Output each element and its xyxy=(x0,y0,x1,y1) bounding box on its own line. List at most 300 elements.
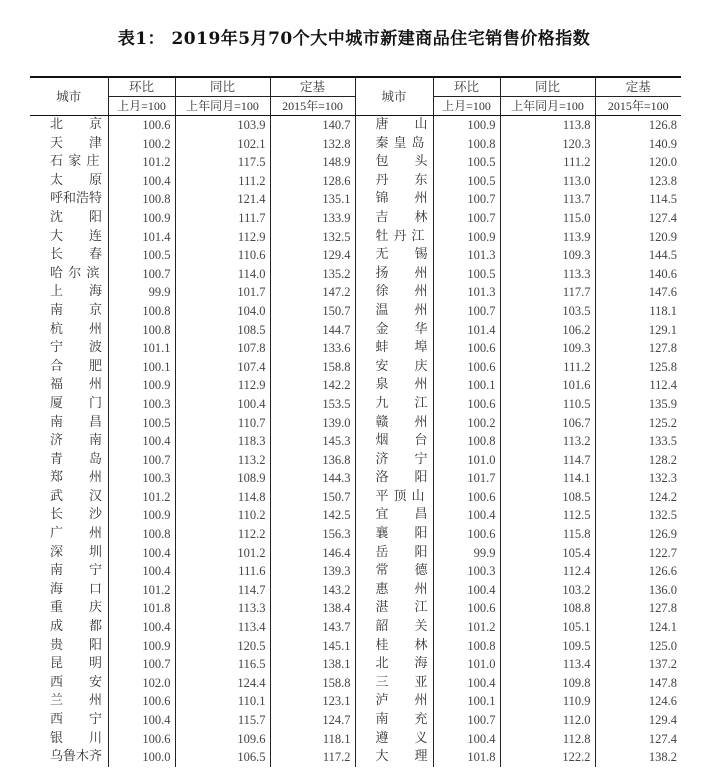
mom-cell: 100.4 xyxy=(108,562,175,581)
fixed-cell: 133.5 xyxy=(595,432,681,451)
table-row xyxy=(30,414,681,433)
city-name-cell: 南 昌 xyxy=(50,414,103,430)
yoy-cell: 112.2 xyxy=(175,525,270,544)
city-name-cell: 丹 东 xyxy=(355,172,433,191)
yoy-cell: 107.4 xyxy=(175,358,270,377)
mom-cell: 100.6 xyxy=(433,599,500,618)
fixed-cell: 148.9 xyxy=(270,153,355,172)
header-city-left: 城市 xyxy=(30,77,108,116)
yoy-cell: 113.4 xyxy=(500,655,595,674)
city-name-cell: 湛 江 xyxy=(355,599,433,618)
city-name-cell: 金 华 xyxy=(355,321,433,340)
yoy-cell: 110.5 xyxy=(500,395,595,414)
mom-cell: 100.5 xyxy=(433,265,500,284)
fixed-cell: 139.0 xyxy=(270,414,355,433)
table-title: 表1： 2019年5月70个大中城市新建商品住宅销售价格指数 xyxy=(117,29,591,49)
table-row xyxy=(30,358,681,377)
mom-cell: 100.4 xyxy=(108,544,175,563)
table-row xyxy=(30,488,681,507)
city-name-cell: 济 宁 xyxy=(355,451,433,470)
fixed-cell: 142.5 xyxy=(270,506,355,525)
fixed-cell: 137.2 xyxy=(595,655,681,674)
mom-cell: 101.0 xyxy=(433,655,500,674)
city-name-cell: 天 津 xyxy=(50,135,103,151)
mom-cell: 100.0 xyxy=(108,748,175,767)
fixed-cell: 144.3 xyxy=(270,469,355,488)
yoy-cell: 115.0 xyxy=(500,209,595,228)
header-mom-left: 环比 xyxy=(108,77,175,97)
fixed-cell: 128.2 xyxy=(595,451,681,470)
yoy-cell: 103.2 xyxy=(500,581,595,600)
mom-cell: 101.3 xyxy=(433,246,500,265)
fixed-cell: 145.1 xyxy=(270,637,355,656)
fixed-cell: 132.3 xyxy=(595,469,681,488)
city-name-cell: 秦 皇 岛 xyxy=(355,135,433,154)
table-row xyxy=(30,395,681,414)
city-name-cell: 徐 州 xyxy=(355,283,433,302)
city-name-cell: 上 海 xyxy=(50,284,103,300)
city-name-cell: 惠 州 xyxy=(355,581,433,600)
yoy-cell: 111.7 xyxy=(175,209,270,228)
mom-cell: 100.9 xyxy=(108,209,175,228)
table-row xyxy=(30,153,681,172)
yoy-cell: 112.5 xyxy=(500,506,595,525)
city-name-cell: 泉 州 xyxy=(355,376,433,395)
header-fixed-base-left: 2015年=100 xyxy=(270,97,355,116)
fixed-cell: 127.8 xyxy=(595,599,681,618)
table-row xyxy=(30,711,681,730)
yoy-cell: 110.7 xyxy=(175,414,270,433)
city-name-cell: 南 充 xyxy=(355,711,433,730)
fixed-cell: 142.2 xyxy=(270,376,355,395)
city-name-cell: 石 家 庄 xyxy=(50,154,100,170)
fixed-cell: 153.5 xyxy=(270,395,355,414)
city-name-cell: 大 连 xyxy=(50,228,103,244)
city-name-cell: 唐 山 xyxy=(355,116,433,135)
yoy-cell: 105.4 xyxy=(500,544,595,563)
yoy-cell: 120.5 xyxy=(175,637,270,656)
table-row xyxy=(30,692,681,711)
fixed-cell: 150.7 xyxy=(270,302,355,321)
table-row xyxy=(30,469,681,488)
fixed-cell: 127.4 xyxy=(595,730,681,749)
fixed-cell: 123.1 xyxy=(270,692,355,711)
mom-cell: 100.4 xyxy=(433,506,500,525)
yoy-cell: 109.3 xyxy=(500,246,595,265)
yoy-cell: 124.4 xyxy=(175,674,270,693)
yoy-cell: 106.5 xyxy=(175,748,270,767)
city-name-cell: 平 顶 山 xyxy=(355,488,433,507)
yoy-cell: 115.8 xyxy=(500,525,595,544)
table-row xyxy=(30,674,681,693)
mom-cell: 100.3 xyxy=(108,395,175,414)
fixed-cell: 138.2 xyxy=(595,748,681,767)
city-name-cell: 呼和浩特 xyxy=(50,191,103,207)
table-row xyxy=(30,618,681,637)
city-name-cell: 杭 州 xyxy=(50,321,103,337)
yoy-cell: 113.8 xyxy=(500,116,595,135)
table-row xyxy=(30,116,681,135)
city-name-cell: 北 海 xyxy=(355,655,433,674)
city-name-cell: 扬 州 xyxy=(355,265,433,284)
city-name-cell: 宁 波 xyxy=(50,340,103,356)
city-name-cell: 海 口 xyxy=(50,581,103,597)
header-fixed-base-right: 2015年=100 xyxy=(595,97,681,116)
table-row xyxy=(30,432,681,451)
mom-cell: 100.4 xyxy=(108,618,175,637)
fixed-cell: 158.8 xyxy=(270,674,355,693)
mom-cell: 100.8 xyxy=(108,190,175,209)
mom-cell: 101.2 xyxy=(433,618,500,637)
yoy-cell: 114.8 xyxy=(175,488,270,507)
price-index-table xyxy=(30,76,681,767)
table-row xyxy=(30,748,681,767)
table-row xyxy=(30,321,681,340)
fixed-cell: 133.9 xyxy=(270,209,355,228)
fixed-cell: 150.7 xyxy=(270,488,355,507)
city-name-cell: 桂 林 xyxy=(355,637,433,656)
table-row xyxy=(30,544,681,563)
mom-cell: 100.9 xyxy=(108,637,175,656)
fixed-cell: 118.1 xyxy=(270,730,355,749)
fixed-cell: 146.4 xyxy=(270,544,355,563)
yoy-cell: 120.3 xyxy=(500,135,595,154)
city-name-cell: 青 岛 xyxy=(50,451,103,467)
table-row xyxy=(30,265,681,284)
table-row xyxy=(30,655,681,674)
table-row xyxy=(30,506,681,525)
mom-cell: 100.4 xyxy=(108,172,175,191)
mom-cell: 100.7 xyxy=(108,655,175,674)
mom-cell: 101.2 xyxy=(108,581,175,600)
mom-cell: 101.2 xyxy=(108,488,175,507)
city-name-cell: 北 京 xyxy=(50,117,103,132)
fixed-cell: 145.3 xyxy=(270,432,355,451)
table-row xyxy=(30,190,681,209)
yoy-cell: 109.3 xyxy=(500,339,595,358)
yoy-cell: 118.3 xyxy=(175,432,270,451)
yoy-cell: 113.4 xyxy=(175,618,270,637)
city-name-cell: 成 都 xyxy=(50,619,103,635)
mom-cell: 100.3 xyxy=(433,562,500,581)
city-name-cell: 兰 州 xyxy=(50,693,103,709)
city-name-cell: 郑 州 xyxy=(50,470,103,486)
city-name-cell: 长 春 xyxy=(50,247,103,263)
city-name-cell: 锦 州 xyxy=(355,190,433,209)
city-name-cell: 常 德 xyxy=(355,562,433,581)
yoy-cell: 113.7 xyxy=(500,190,595,209)
yoy-cell: 109.6 xyxy=(175,730,270,749)
mom-cell: 100.9 xyxy=(433,116,500,135)
yoy-cell: 113.2 xyxy=(500,432,595,451)
yoy-cell: 117.7 xyxy=(500,283,595,302)
header-mom-right: 环比 xyxy=(433,77,500,97)
yoy-cell: 109.8 xyxy=(500,674,595,693)
fixed-cell: 124.1 xyxy=(595,618,681,637)
mom-cell: 101.7 xyxy=(433,469,500,488)
fixed-cell: 158.8 xyxy=(270,358,355,377)
city-name-cell: 南 京 xyxy=(50,302,103,318)
fixed-cell: 129.1 xyxy=(595,321,681,340)
mom-cell: 100.6 xyxy=(433,339,500,358)
header-yoy-right: 同比 xyxy=(500,77,595,97)
yoy-cell: 101.7 xyxy=(175,283,270,302)
yoy-cell: 102.1 xyxy=(175,135,270,154)
mom-cell: 100.8 xyxy=(108,321,175,340)
city-name-cell: 无 锡 xyxy=(355,246,433,265)
fixed-cell: 122.7 xyxy=(595,544,681,563)
yoy-cell: 110.6 xyxy=(175,246,270,265)
city-name-cell: 哈 尔 滨 xyxy=(50,265,100,281)
mom-cell: 100.1 xyxy=(433,376,500,395)
header-yoy-base-right: 上年同月=100 xyxy=(500,97,595,116)
yoy-cell: 113.3 xyxy=(500,265,595,284)
fixed-cell: 124.7 xyxy=(270,711,355,730)
mom-cell: 100.3 xyxy=(108,469,175,488)
yoy-cell: 113.9 xyxy=(500,228,595,247)
mom-cell: 101.4 xyxy=(433,321,500,340)
fixed-cell: 125.2 xyxy=(595,414,681,433)
header-yoy-base-left: 上年同月=100 xyxy=(175,97,270,116)
mom-cell: 100.4 xyxy=(108,432,175,451)
mom-cell: 100.2 xyxy=(108,135,175,154)
fixed-cell: 136.0 xyxy=(595,581,681,600)
mom-cell: 100.2 xyxy=(433,414,500,433)
city-name-cell: 安 庆 xyxy=(355,358,433,377)
yoy-cell: 106.2 xyxy=(500,321,595,340)
yoy-cell: 112.9 xyxy=(175,228,270,247)
fixed-cell: 117.2 xyxy=(270,748,355,767)
yoy-cell: 112.4 xyxy=(500,562,595,581)
mom-cell: 100.9 xyxy=(108,376,175,395)
yoy-cell: 114.1 xyxy=(500,469,595,488)
fixed-cell: 139.3 xyxy=(270,562,355,581)
city-name-cell: 乌鲁木齐 xyxy=(50,749,103,765)
table-row xyxy=(30,172,681,191)
city-name-cell: 贵 阳 xyxy=(50,637,103,653)
table-row xyxy=(30,283,681,302)
header-mom-base-right: 上月=100 xyxy=(433,97,500,116)
yoy-cell: 110.2 xyxy=(175,506,270,525)
table-row xyxy=(30,376,681,395)
mom-cell: 101.8 xyxy=(108,599,175,618)
fixed-cell: 147.6 xyxy=(595,283,681,302)
yoy-cell: 105.1 xyxy=(500,618,595,637)
yoy-cell: 108.8 xyxy=(500,599,595,618)
table-row xyxy=(30,525,681,544)
header-city-right: 城市 xyxy=(355,77,433,116)
city-name-cell: 遵 义 xyxy=(355,730,433,749)
city-name-cell: 太 原 xyxy=(50,172,103,188)
mom-cell: 100.6 xyxy=(108,692,175,711)
yoy-cell: 114.7 xyxy=(500,451,595,470)
yoy-cell: 111.2 xyxy=(500,153,595,172)
city-name-cell: 西 宁 xyxy=(50,712,103,727)
yoy-cell: 101.2 xyxy=(175,544,270,563)
mom-cell: 100.9 xyxy=(433,228,500,247)
fixed-cell: 147.2 xyxy=(270,283,355,302)
city-name-cell: 温 州 xyxy=(355,302,433,321)
city-name-cell: 包 头 xyxy=(355,153,433,172)
yoy-cell: 116.5 xyxy=(175,655,270,674)
mom-cell: 100.8 xyxy=(108,525,175,544)
city-name-cell: 南 宁 xyxy=(50,563,103,579)
city-name-cell: 洛 阳 xyxy=(355,469,433,488)
city-name-cell: 赣 州 xyxy=(355,414,433,433)
fixed-cell: 136.8 xyxy=(270,451,355,470)
city-name-cell: 银 川 xyxy=(50,730,103,746)
city-name-cell: 深 圳 xyxy=(50,544,103,560)
header-mom-base-left: 上月=100 xyxy=(108,97,175,116)
mom-cell: 100.4 xyxy=(108,711,175,730)
city-name-cell: 武 汉 xyxy=(50,488,103,504)
yoy-cell: 111.2 xyxy=(500,358,595,377)
city-name-cell: 烟 台 xyxy=(355,432,433,451)
city-name-cell: 泸 州 xyxy=(355,692,433,711)
yoy-cell: 115.7 xyxy=(175,711,270,730)
mom-cell: 100.6 xyxy=(433,488,500,507)
yoy-cell: 107.8 xyxy=(175,339,270,358)
fixed-cell: 127.8 xyxy=(595,339,681,358)
city-name-cell: 厦 门 xyxy=(50,395,103,411)
yoy-cell: 112.9 xyxy=(175,376,270,395)
mom-cell: 101.8 xyxy=(433,748,500,767)
yoy-cell: 114.7 xyxy=(175,581,270,600)
table-row xyxy=(30,562,681,581)
city-name-cell: 韶 关 xyxy=(355,618,433,637)
header-fixed-right: 定基 xyxy=(595,77,681,97)
header-fixed-left: 定基 xyxy=(270,77,355,97)
city-name-cell: 福 州 xyxy=(50,377,103,393)
yoy-cell: 103.5 xyxy=(500,302,595,321)
fixed-cell: 143.7 xyxy=(270,618,355,637)
yoy-cell: 100.4 xyxy=(175,395,270,414)
city-name-cell: 宜 昌 xyxy=(355,506,433,525)
yoy-cell: 113.0 xyxy=(500,172,595,191)
city-name-cell: 沈 阳 xyxy=(50,209,103,225)
table-row xyxy=(30,451,681,470)
mom-cell: 100.7 xyxy=(433,302,500,321)
mom-cell: 100.7 xyxy=(433,209,500,228)
table-row xyxy=(30,228,681,247)
city-name-cell: 西 安 xyxy=(50,674,103,690)
fixed-cell: 127.4 xyxy=(595,209,681,228)
fixed-cell: 124.6 xyxy=(595,692,681,711)
fixed-cell: 140.9 xyxy=(595,135,681,154)
table-row xyxy=(30,135,681,154)
city-name-cell: 襄 阳 xyxy=(355,525,433,544)
fixed-cell: 135.2 xyxy=(270,265,355,284)
mom-cell: 100.7 xyxy=(108,265,175,284)
mom-cell: 100.6 xyxy=(433,358,500,377)
mom-cell: 100.1 xyxy=(433,692,500,711)
table-row xyxy=(30,246,681,265)
mom-cell: 101.0 xyxy=(433,451,500,470)
yoy-cell: 108.9 xyxy=(175,469,270,488)
fixed-cell: 126.8 xyxy=(595,116,681,135)
fixed-cell: 133.6 xyxy=(270,339,355,358)
yoy-cell: 106.7 xyxy=(500,414,595,433)
yoy-cell: 104.0 xyxy=(175,302,270,321)
table-row xyxy=(30,302,681,321)
mom-cell: 101.1 xyxy=(108,339,175,358)
fixed-cell: 144.7 xyxy=(270,321,355,340)
fixed-cell: 132.5 xyxy=(595,506,681,525)
fixed-cell: 125.8 xyxy=(595,358,681,377)
table-row xyxy=(30,637,681,656)
mom-cell: 100.5 xyxy=(433,172,500,191)
mom-cell: 100.6 xyxy=(108,116,175,135)
yoy-cell: 101.6 xyxy=(500,376,595,395)
yoy-cell: 121.4 xyxy=(175,190,270,209)
fixed-cell: 120.9 xyxy=(595,228,681,247)
mom-cell: 100.8 xyxy=(433,637,500,656)
city-name-cell: 重 庆 xyxy=(50,600,103,616)
mom-cell: 100.1 xyxy=(108,358,175,377)
fixed-cell: 128.6 xyxy=(270,172,355,191)
fixed-cell: 138.1 xyxy=(270,655,355,674)
mom-cell: 101.4 xyxy=(108,228,175,247)
fixed-cell: 124.2 xyxy=(595,488,681,507)
yoy-cell: 108.5 xyxy=(175,321,270,340)
yoy-cell: 109.5 xyxy=(500,637,595,656)
yoy-cell: 103.9 xyxy=(175,116,270,135)
yoy-cell: 122.2 xyxy=(500,748,595,767)
mom-cell: 100.5 xyxy=(108,414,175,433)
fixed-cell: 138.4 xyxy=(270,599,355,618)
mom-cell: 100.7 xyxy=(433,711,500,730)
mom-cell: 99.9 xyxy=(108,283,175,302)
yoy-cell: 112.8 xyxy=(500,730,595,749)
mom-cell: 100.5 xyxy=(108,246,175,265)
table-row xyxy=(30,339,681,358)
fixed-cell: 120.0 xyxy=(595,153,681,172)
table-row xyxy=(30,581,681,600)
mom-cell: 100.4 xyxy=(433,674,500,693)
fixed-cell: 129.4 xyxy=(270,246,355,265)
fixed-cell: 144.5 xyxy=(595,246,681,265)
fixed-cell: 129.4 xyxy=(595,711,681,730)
fixed-cell: 135.9 xyxy=(595,395,681,414)
fixed-cell: 126.6 xyxy=(595,562,681,581)
fixed-cell: 147.8 xyxy=(595,674,681,693)
mom-cell: 100.6 xyxy=(433,395,500,414)
yoy-cell: 110.9 xyxy=(500,692,595,711)
city-name-cell: 长 沙 xyxy=(50,507,103,523)
header-row-main xyxy=(30,77,681,97)
city-name-cell: 吉 林 xyxy=(355,209,433,228)
mom-cell: 100.4 xyxy=(433,581,500,600)
yoy-cell: 113.3 xyxy=(175,599,270,618)
mom-cell: 100.4 xyxy=(433,730,500,749)
yoy-cell: 111.2 xyxy=(175,172,270,191)
fixed-cell: 140.7 xyxy=(270,116,355,135)
yoy-cell: 111.6 xyxy=(175,562,270,581)
mom-cell: 100.7 xyxy=(108,451,175,470)
header-yoy-left: 同比 xyxy=(175,77,270,97)
city-name-cell: 九 江 xyxy=(355,395,433,414)
mom-cell: 100.7 xyxy=(433,190,500,209)
yoy-cell: 114.0 xyxy=(175,265,270,284)
mom-cell: 100.8 xyxy=(433,432,500,451)
table-body xyxy=(30,116,681,767)
mom-cell: 102.0 xyxy=(108,674,175,693)
fixed-cell: 143.2 xyxy=(270,581,355,600)
mom-cell: 100.5 xyxy=(433,153,500,172)
fixed-cell: 114.5 xyxy=(595,190,681,209)
city-name-cell: 蚌 埠 xyxy=(355,339,433,358)
mom-cell: 100.8 xyxy=(108,302,175,321)
